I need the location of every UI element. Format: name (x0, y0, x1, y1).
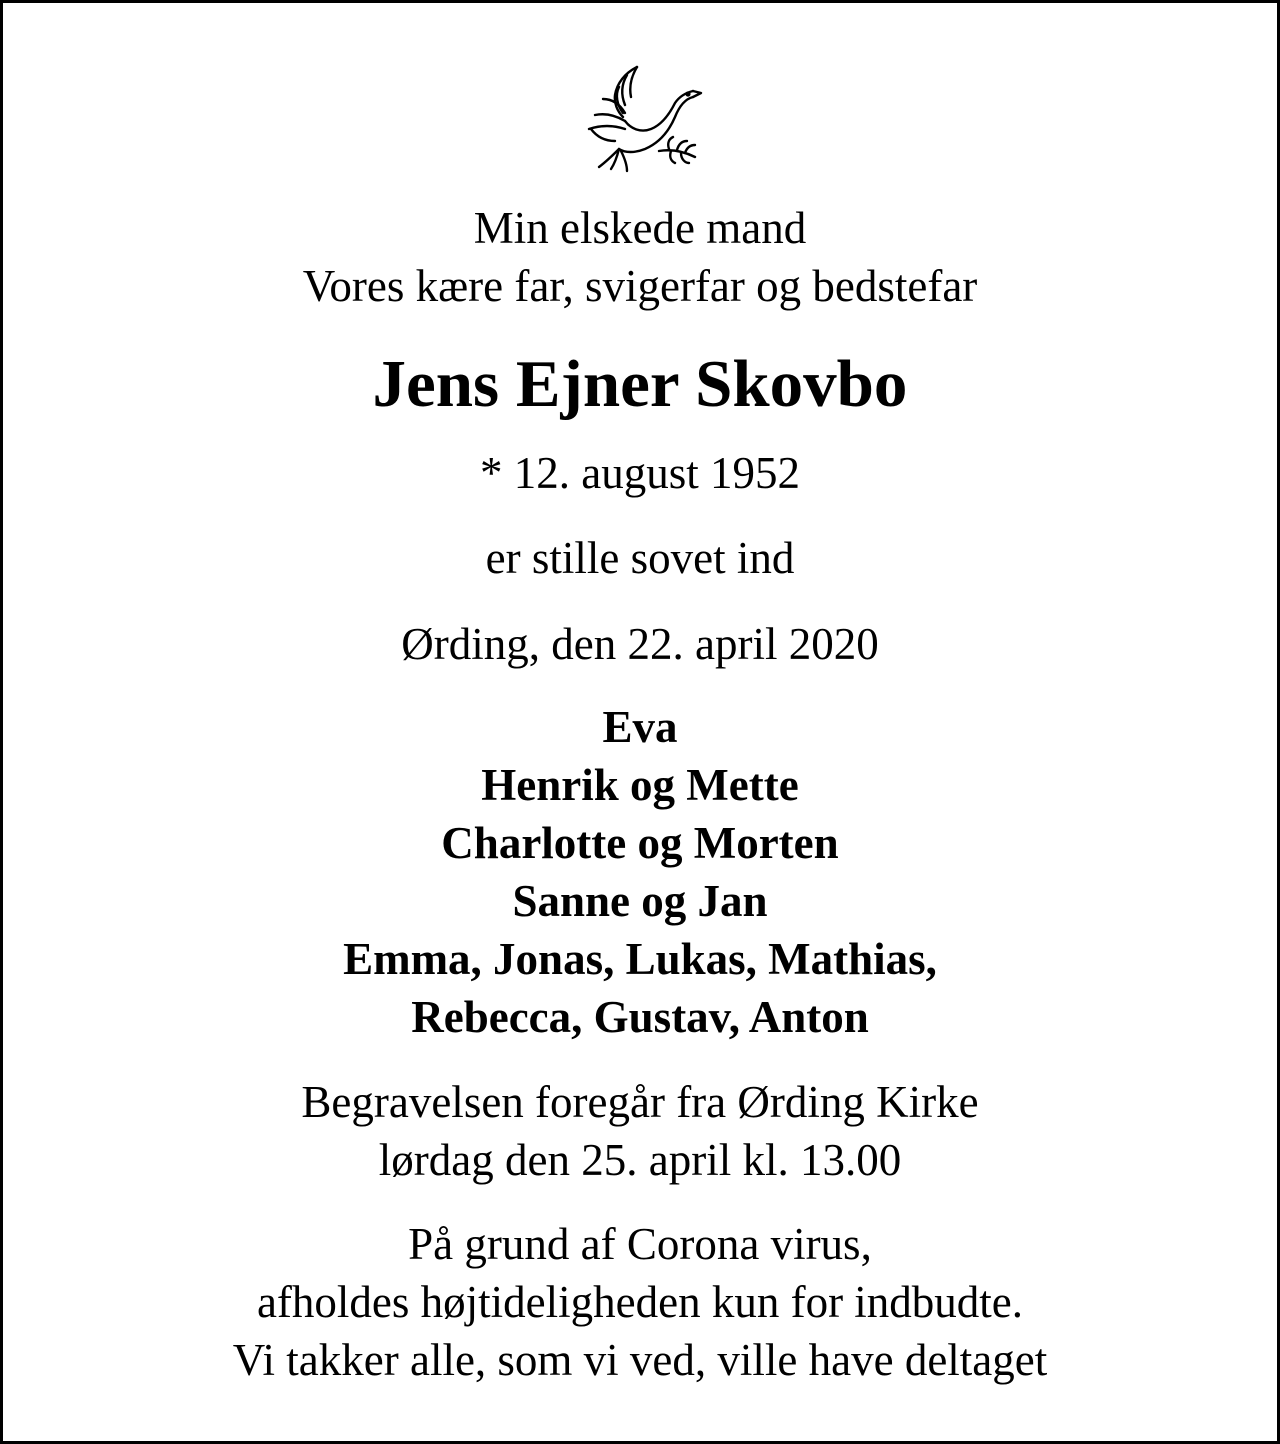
intro-line-2: Vores kære far, svigerfar og bedstefar (302, 261, 978, 311)
family-member: Sanne og Jan (512, 876, 768, 926)
closing-line-1: På grund af Corona virus, (408, 1219, 872, 1269)
closing-line-3: Vi takker alle, som vi ved, ville have deltaget (232, 1335, 1048, 1385)
deceased-name: Jens Ejner Skovbo (372, 347, 908, 421)
funeral-line-1: Begravelsen foregår fra Ørding Kirke (301, 1077, 979, 1127)
place-and-date: Ørding, den 22. april 2020 (401, 619, 879, 669)
funeral-line-2: lørdag den 25. april kl. 13.00 (378, 1135, 902, 1185)
intro-line-1: Min elskede mand (473, 203, 807, 253)
closing-line-2: afholdes højtideligheden kun for indbudte. (256, 1277, 1024, 1327)
passing-text: er stille sovet ind (485, 533, 795, 583)
family-member: Rebecca, Gustav, Anton (411, 992, 869, 1042)
family-member: Emma, Jonas, Lukas, Mathias, (343, 934, 937, 984)
dove-with-olive-branch-icon (581, 63, 705, 175)
family-member: Henrik og Mette (481, 760, 799, 810)
family-member: Eva (602, 702, 678, 752)
family-member: Charlotte og Morten (441, 818, 839, 868)
birth-date: * 12. august 1952 (480, 448, 800, 498)
